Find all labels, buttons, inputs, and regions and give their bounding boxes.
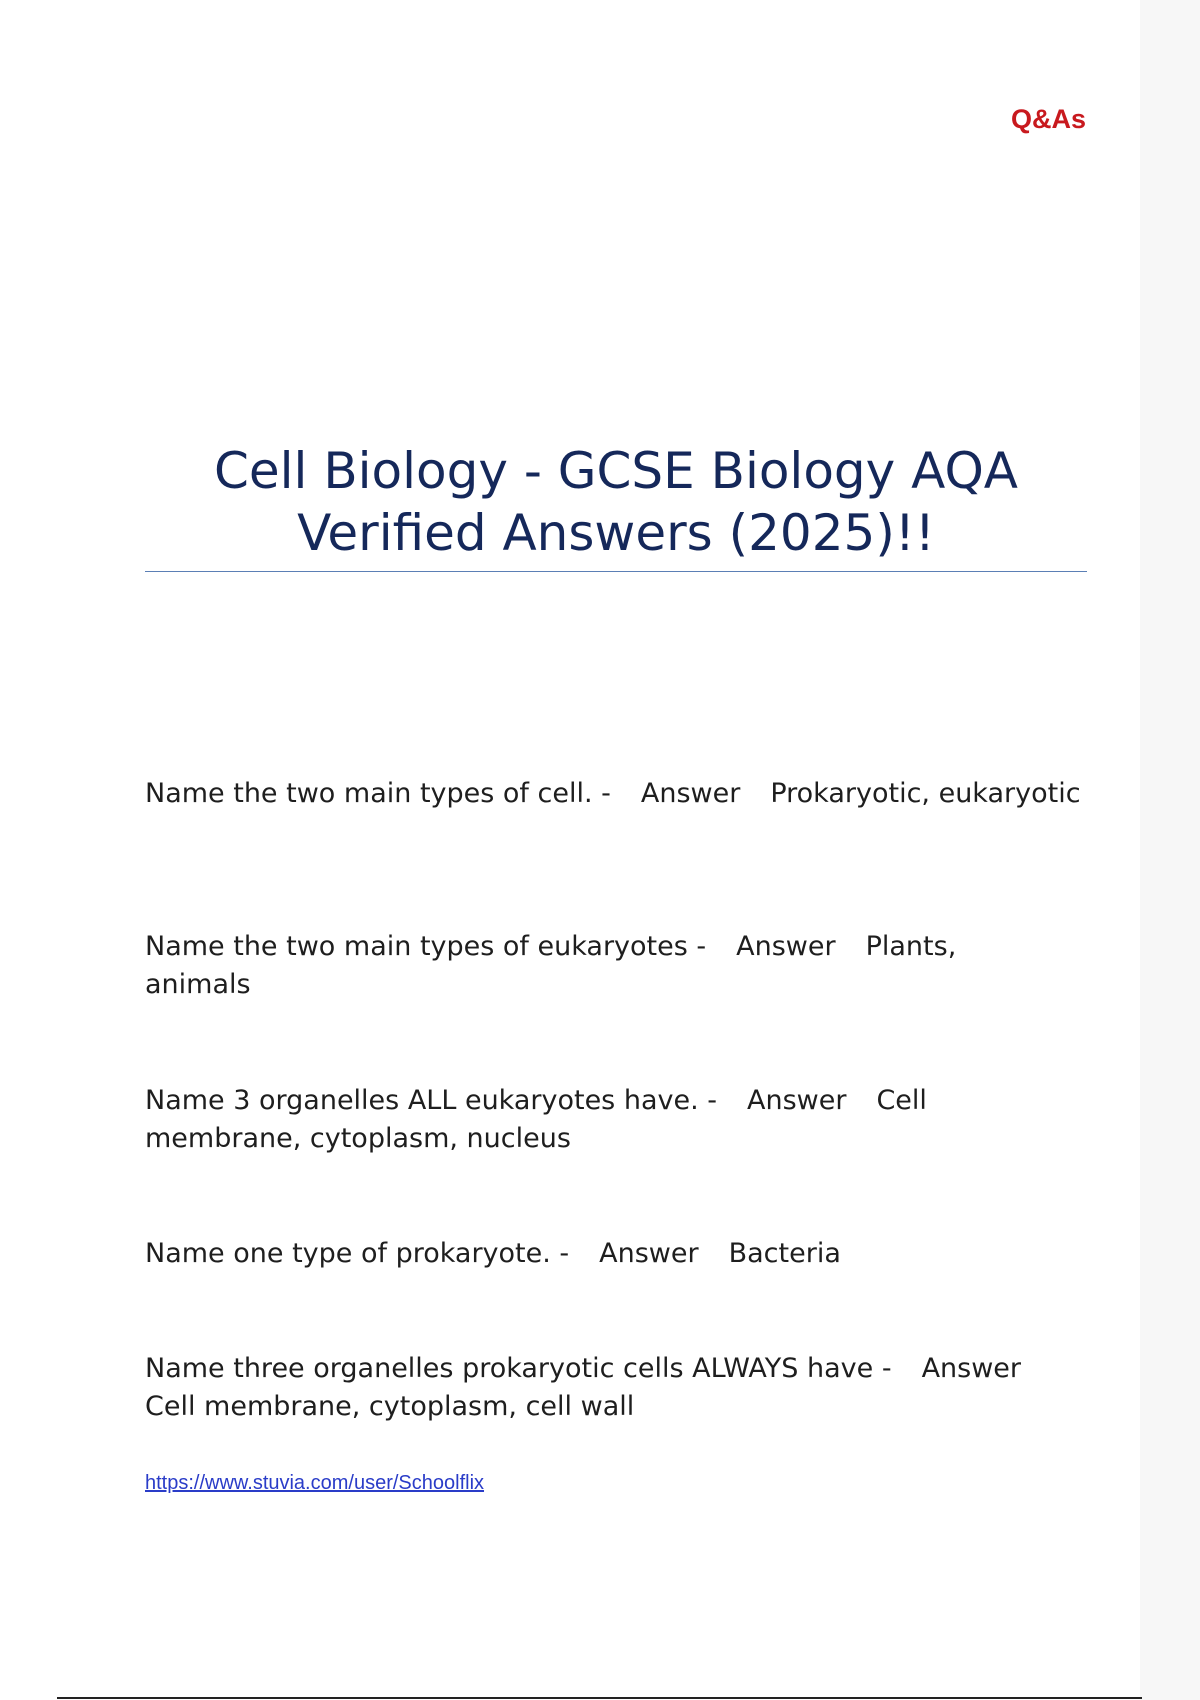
qa-question: Name 3 organelles ALL eukaryotes have. - — [145, 1085, 717, 1116]
qa-item — [145, 1350, 1085, 1426]
page-title — [145, 440, 1087, 564]
qa-item — [145, 1082, 1015, 1158]
qa-answer-label: Answer — [746, 1085, 847, 1116]
title-line-1: Cell Biology - GCSE Biology AQA — [213, 442, 1019, 500]
qa-question: Name three organelles prokaryotic cells ALWAYS have - — [145, 1353, 892, 1384]
qa-item — [145, 1235, 1105, 1273]
qa-answer-label: Answer — [640, 778, 741, 809]
qa-question: Name one type of prokaryote. - — [145, 1238, 570, 1269]
header-tag: Q&As — [1010, 104, 1086, 134]
qa-answer-label: Answer — [599, 1238, 699, 1269]
source-link[interactable]: https://www.stuvia.com/user/Schoolflix — [145, 1472, 485, 1494]
qa-answer: Plants, animals — [145, 931, 965, 1000]
qa-answer: Bacteria — [728, 1238, 841, 1269]
qa-answer-label: Answer — [921, 1353, 1022, 1384]
qa-answer: Cell membrane, cytoplasm, nucleus — [145, 1085, 936, 1154]
qa-item — [145, 928, 1035, 1004]
title-divider — [145, 571, 1087, 572]
qa-answer: Prokaryotic, eukaryotic — [770, 778, 1081, 809]
qa-answer-label: Answer — [736, 931, 836, 962]
footer-divider — [57, 1697, 1142, 1699]
qa-answer: Cell membrane, cytoplasm, cell wall — [145, 1391, 635, 1422]
title-line-2: Verified Answers (2025)!! — [297, 504, 935, 562]
qa-question: Name the two main types of eukaryotes - — [145, 931, 707, 962]
qa-item — [145, 775, 1105, 813]
qa-question: Name the two main types of cell. - — [145, 778, 611, 809]
